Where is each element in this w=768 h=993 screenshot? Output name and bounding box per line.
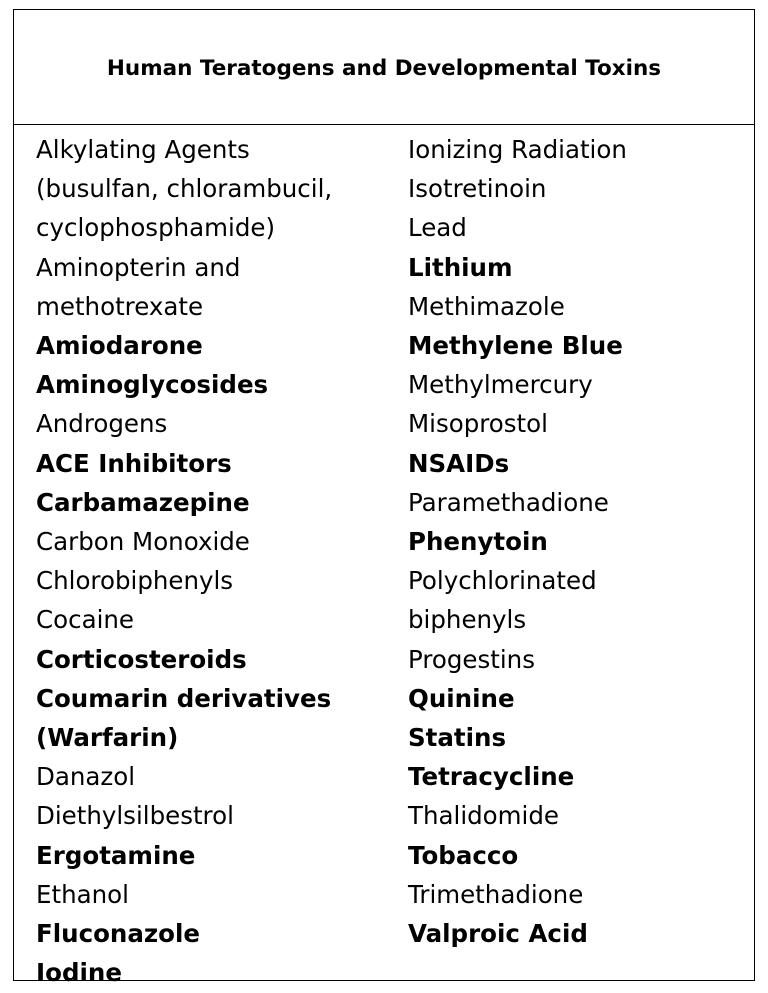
list-item: Carbon Monoxide [36,527,250,557]
list-item: biphenyls [408,605,527,635]
table-title: Human Teratogens and Developmental Toxins [106,55,662,81]
list-item: Valproic Acid [408,919,588,949]
list-item: (busulfan, chlorambucil, [36,174,333,204]
list-item: Progestins [408,644,535,674]
list-item: Amiodarone [36,331,203,361]
list-item: Tetracycline [408,762,575,792]
list-item: Methylmercury [408,370,593,400]
list-item: Lead [408,213,467,243]
list-item: Iodine [36,958,122,988]
left-column-list [36,130,332,992]
list-item: Isotretinoin [408,174,547,204]
list-item: Cocaine [36,605,134,635]
teratogens-table [13,9,755,988]
list-item: Misoprostol [408,409,548,439]
list-item: Thalidomide [408,801,559,831]
list-item: Phenytoin [408,527,548,557]
list-item: Methimazole [408,291,565,321]
list-item: Aminoglycosides [36,370,269,400]
list-item: Corticosteroids [36,644,247,674]
list-item: Tobacco [408,840,519,870]
list-item: Aminopterin and [36,252,241,282]
list-item: Danazol [36,762,136,792]
list-item: Polychlorinated [408,566,597,596]
list-item: NSAIDs [408,448,510,478]
list-item: Carbamazepine [36,487,250,517]
list-item: Ethanol [36,879,129,909]
right-column-list [408,130,627,953]
list-item: methotrexate [36,291,204,321]
list-item: (Warfarin) [36,723,179,753]
title-row [14,10,754,125]
list-item: Androgens [36,409,168,439]
list-item: Fluconazole [36,919,201,949]
list-item: Paramethadione [408,487,609,517]
list-item: ACE Inhibitors [36,448,232,478]
list-item: Alkylating Agents [36,135,250,164]
list-item: Ergotamine [36,840,196,870]
list-item: Lithium [408,252,513,282]
list-item: Trimethadione [408,879,584,909]
list-item: Diethylsilbestrol [36,801,234,831]
list-item: Methylene Blue [408,331,623,361]
list-item: Chlorobiphenyls [36,566,234,596]
list-item: Ionizing Radiation [408,135,627,164]
list-item: cyclophosphamide) [36,213,276,243]
list-item: Statins [408,723,507,753]
list-item: Coumarin derivatives [36,683,332,713]
list-item: Quinine [408,683,515,713]
